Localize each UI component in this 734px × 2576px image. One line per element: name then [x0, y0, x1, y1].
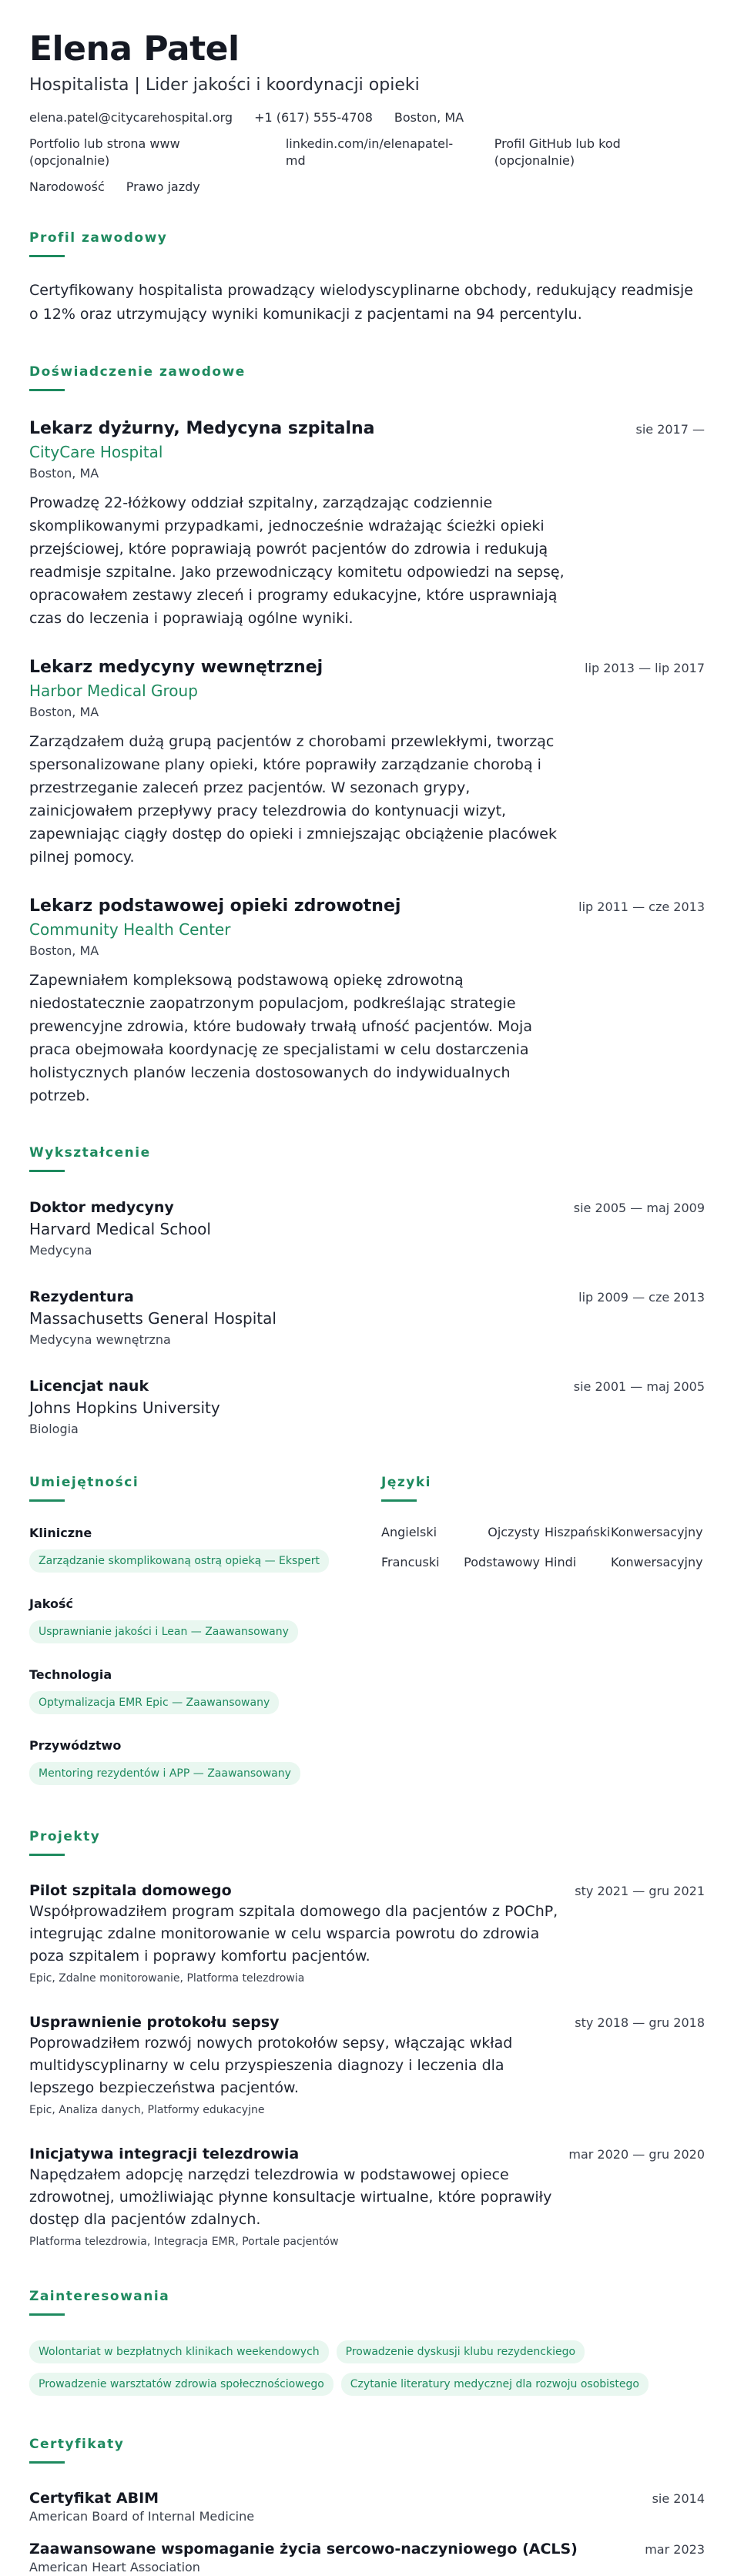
experience-entry [29, 656, 705, 869]
project-technologies: Epic, Zdalne monitorowanie, Platforma telezdrowia [29, 1972, 305, 1985]
interest-tag: Czytanie literatury medycznej dla rozwoju osobistego [341, 2373, 649, 2396]
experience-entry [29, 417, 705, 630]
section-title-education: Wykształcenie [29, 1144, 705, 1172]
skill-category: Jakość [29, 1596, 73, 1611]
certificate-issuer: American Heart Association [29, 2560, 200, 2574]
section-title-projects: Projekty [29, 1828, 705, 1856]
certificate-issuer: American Board of Internal Medicine [29, 2509, 255, 2524]
job-dates: sie 2017 — [635, 422, 705, 437]
degree-title: Rezydentura [29, 1288, 134, 1305]
languages-list [381, 1525, 705, 1569]
job-location: Boston, MA [29, 943, 99, 958]
degree-dates: sie 2001 — maj 2005 [573, 1379, 705, 1394]
job-company: Harbor Medical Group [29, 682, 198, 700]
project-entry [29, 2144, 705, 2251]
job-dates: lip 2013 — lip 2017 [585, 661, 705, 675]
project-description: Napędzałem adopcję narzędzi telezdrowia w podstawowej opiece zdrowotnej, umożliwiając płynne konsultacje wirtualne, które poprawiły dostęp dla pacjentów zdalnych. [29, 2166, 552, 2228]
certificate-name: Certyfikat ABIM [29, 2490, 159, 2507]
candidate-headline: Hospitalista | Lider jakości i koordynacji opieki [29, 75, 420, 95]
degree-dates: sie 2005 — maj 2009 [573, 1201, 705, 1215]
section-title-skills: Umiejętności [29, 1474, 381, 1502]
project-description: Współprowadziłem program szpitala domowego dla pacjentów z POChP, integrując zdalne monitorowanie w celu wsparcia powrotu do zdrowia poza szpitalem i poprawy komfortu pacjentów. [29, 1903, 558, 1965]
project-technologies: Platforma telezdrowia, Integracja EMR, Portale pacjentów [29, 2236, 339, 2248]
contact-location: Boston, MA [394, 110, 464, 125]
experience-entry [29, 895, 705, 1107]
project-name: Pilot szpitala domowego [29, 1882, 232, 1899]
contact-linkedin[interactable]: linkedin.com/in/elenapatel-md [285, 136, 454, 168]
degree-dates: lip 2009 — cze 2013 [578, 1290, 705, 1305]
skill-group [29, 1737, 381, 1785]
contact-driving-license: Prawo jazdy [126, 179, 200, 194]
interests-list [29, 2331, 669, 2396]
contact-phone[interactable]: +1 (617) 555-4708 [254, 110, 373, 125]
skill-tag: Mentoring rezydentów i APP — Zaawansowany [29, 1762, 300, 1785]
skills-section [29, 1474, 381, 1785]
language-name: Hindi [545, 1555, 577, 1569]
project-entry [29, 2012, 705, 2119]
job-title: Lekarz podstawowej opieki zdrowotnej [29, 896, 401, 916]
language-level: Ojczysty [488, 1525, 540, 1539]
certificates-section [29, 2436, 705, 2576]
experience-section [29, 363, 705, 1107]
section-title-certificates: Certyfikaty [29, 2436, 705, 2464]
project-name: Usprawnienie protokołu sepsy [29, 2014, 280, 2031]
project-technologies: Epic, Analiza danych, Platformy edukacyjne [29, 2104, 265, 2116]
interest-tag: Prowadzenie warsztatów zdrowia społecznościowego [29, 2373, 333, 2396]
skill-category: Kliniczne [29, 1526, 92, 1540]
skill-tag: Usprawnianie jakości i Lean — Zaawansowany [29, 1620, 298, 1643]
job-company: Community Health Center [29, 920, 231, 939]
job-title: Lekarz dyżurny, Medycyna szpitalna [29, 419, 375, 438]
profile-section [29, 229, 705, 327]
certificate-date: mar 2023 [645, 2542, 705, 2557]
certificate-name: Zaawansowane wspomaganie życia sercowo-naczyniowego (ACLS) [29, 2541, 578, 2558]
section-title-profile: Profil zawodowy [29, 229, 705, 257]
study-field: Medycyna [29, 1243, 92, 1258]
language-name: Hiszpański [545, 1525, 611, 1539]
job-dates: lip 2011 — cze 2013 [578, 899, 705, 914]
skill-group [29, 1525, 381, 1573]
school-name: Harvard Medical School [29, 1220, 211, 1238]
contact-block [29, 109, 705, 196]
contact-portfolio[interactable]: Portfolio lub strona www (opcjonalnie) [29, 136, 180, 168]
study-field: Biologia [29, 1422, 79, 1436]
degree-title: Doktor medycyny [29, 1199, 174, 1216]
school-name: Massachusetts General Hospital [29, 1309, 277, 1328]
skill-tag: Optymalizacja EMR Epic — Zaawansowany [29, 1691, 279, 1714]
languages-section [381, 1474, 705, 1785]
project-dates: sty 2021 — gru 2021 [575, 1884, 705, 1898]
section-title-experience: Doświadczenie zawodowe [29, 363, 705, 391]
section-title-languages: Języki [381, 1474, 705, 1502]
education-entry [29, 1286, 705, 1351]
contact-nationality: Narodowość [29, 179, 105, 194]
interest-tag: Prowadzenie dyskusji klubu rezydenckiego [337, 2340, 585, 2363]
project-dates: mar 2020 — gru 2020 [568, 2147, 705, 2162]
skill-group [29, 1667, 381, 1714]
job-description: Prowadzę 22-łóżkowy oddział szpitalny, zarządzając codziennie skomplikowanymi przypadkami, jednocześnie wdrażając ścieżki opieki przejściowej, które poprawiają powrót pacjentów do zdrowia i redukują readmisje szpitalne. Jako przewodniczący komitetu odpowiedzi na sepsę, opracowałem zestawy zleceń i programy edukacyjne, które usprawniają czas do leczenia i poprawiają ogólne wyniki. [29, 494, 565, 627]
job-company: CityCare Hospital [29, 443, 163, 461]
skill-category: Przywództwo [29, 1738, 122, 1753]
job-location: Boston, MA [29, 466, 99, 481]
projects-section [29, 1828, 705, 2251]
certificate-date: sie 2014 [652, 2491, 705, 2506]
job-title: Lekarz medycyny wewnętrznej [29, 658, 323, 677]
skill-group [29, 1596, 381, 1643]
study-field: Medycyna wewnętrzna [29, 1332, 171, 1347]
project-description: Poprowadziłem rozwój nowych protokołów sepsy, włączając wkład multidyscyplinarny w celu przyspieszenia diagnozy i leczenia dla lepszego bezpieczeństwa pacjentów. [29, 2035, 513, 2096]
contact-email[interactable]: elena.patel@citycarehospital.org [29, 110, 233, 125]
language-name: Francuski [381, 1555, 440, 1569]
language-level: Konwersacyjny [611, 1525, 703, 1539]
interests-section [29, 2288, 705, 2396]
education-section [29, 1144, 705, 1440]
project-dates: sty 2018 — gru 2018 [575, 2015, 705, 2030]
contact-github[interactable]: Profil GitHub lub kod (opcjonalnie) [494, 136, 621, 168]
language-level: Konwersacyjny [611, 1555, 703, 1569]
job-location: Boston, MA [29, 705, 99, 719]
education-entry [29, 1197, 705, 1261]
candidate-name: Elena Patel [29, 29, 240, 69]
school-name: Johns Hopkins University [29, 1399, 220, 1417]
interest-tag: Wolontariat w bezpłatnych klinikach weekendowych [29, 2340, 329, 2363]
project-name: Inicjatywa integracji telezdrowia [29, 2146, 300, 2162]
skill-tag: Zarządzanie skomplikowaną ostrą opieką — Ekspert [29, 1549, 329, 1573]
education-entry [29, 1375, 705, 1440]
section-title-interests: Zainteresowania [29, 2288, 705, 2316]
degree-title: Licencjat nauk [29, 1378, 149, 1395]
certificate-entry [29, 2539, 705, 2576]
profile-summary: Certyfikowany hospitalista prowadzący wielodyscyplinarne obchody, redukujący readmisje o 12% oraz utrzymujący wyniki komunikacji z pacjentami na 94 percentylu. [29, 282, 693, 323]
language-name: Angielski [381, 1525, 437, 1539]
language-level: Podstawowy [464, 1555, 540, 1569]
skill-category: Technologia [29, 1667, 112, 1682]
job-description: Zarządzałem dużą grupą pacjentów z chorobami przewlekłymi, tworząc spersonalizowane plany opieki, które poprawiły zarządzanie chorobą i przestrzeganie zaleceń przez pacjentów. W sezonach grypy, zainicjowałem przepływy pracy telezdrowia do kontynuacji wizyt, zapewniając ciągły dostęp do opieki i zmniejszając obciążenie placówek pilnej pomocy. [29, 733, 557, 866]
skills-languages-row [29, 1474, 705, 1785]
job-description: Zapewniałem kompleksową podstawową opiekę zdrowotną niedostatecznie zaopatrzonym populacjom, podkreślając strategie prewencyjne zdrowia, które budowały trwałą ufność pacjentów. Moja praca obejmowała koordynację ze specjalistami w celu dostarczenia holistycznych planów leczenia dostosowanych do indywidualnych potrzeb. [29, 972, 532, 1104]
project-entry [29, 1881, 705, 1988]
certificate-entry [29, 2488, 705, 2525]
